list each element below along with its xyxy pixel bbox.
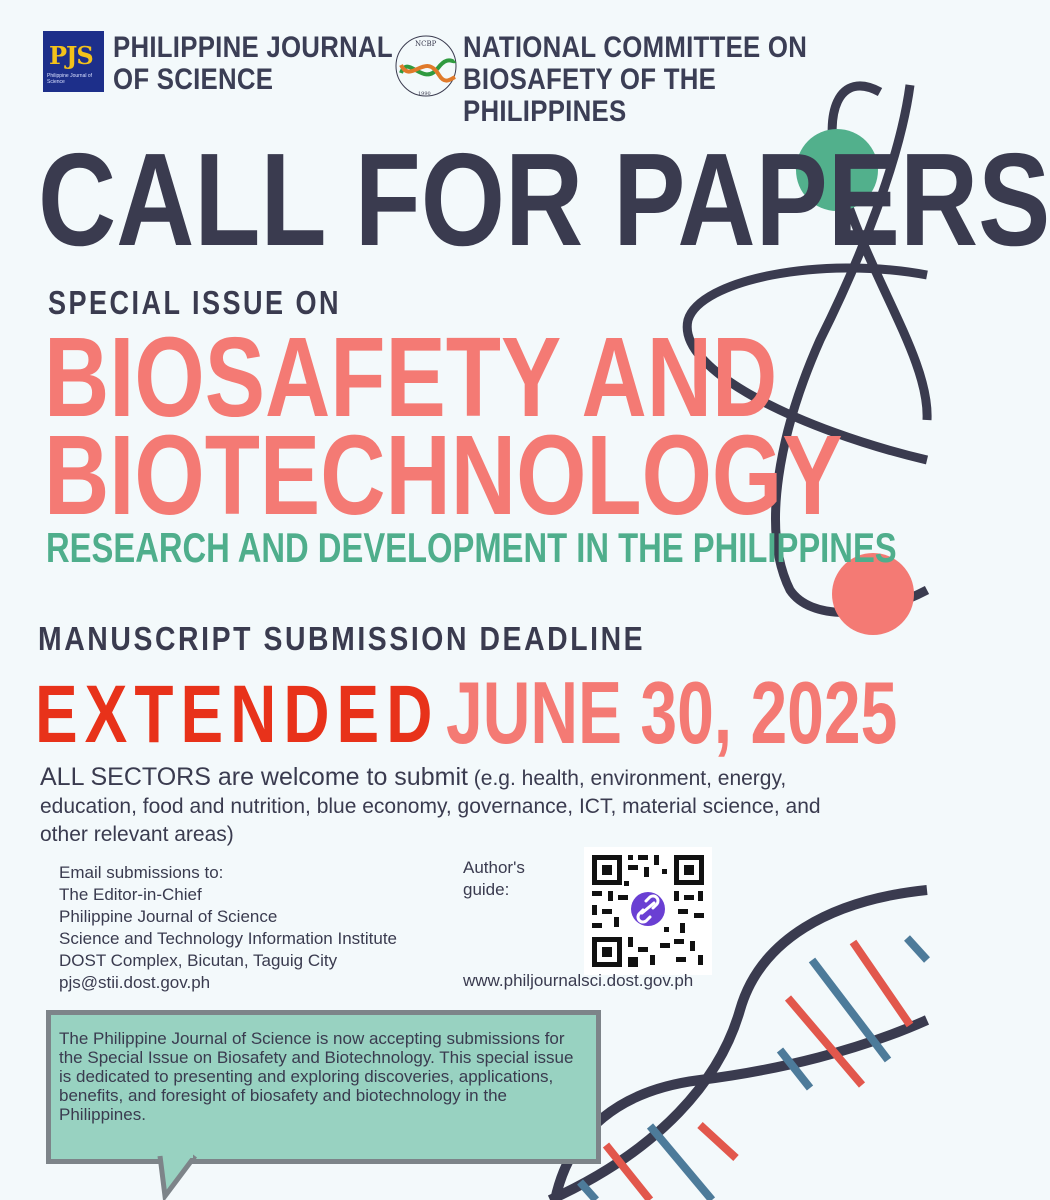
ncbp-logo — [393, 33, 459, 99]
deadline-date: JUNE 30, 2025 — [446, 663, 898, 762]
deadline-label: MANUSCRIPT SUBMISSION DEADLINE — [38, 620, 646, 657]
callout-text: The Philippine Journal of Science is now accepting submissions for the Special Issue on Biosafety and Biotechnology. This special issue is dedicated to presenting and exploring discoveries, applications, benefits, and foresight of biosafety and biotechnology in the Philippines. — [59, 1029, 574, 1124]
sectors-lead: ALL SECTORS are welcome to submit — [40, 763, 468, 791]
pjs-name-line1: PHILIPPINE JOURNAL — [113, 31, 393, 64]
ncbp-name-line2: BIOSAFETY OF THE PHILIPPINES — [463, 63, 717, 128]
ncbp-name-line1: NATIONAL COMMITTEE ON — [463, 31, 808, 64]
submission-line-2: Philippine Journal of Science — [59, 907, 278, 926]
guide-label — [463, 857, 553, 901]
ncbp-logo-year: 1990 — [418, 91, 431, 97]
pjs-logo-text: PJS — [49, 41, 93, 70]
topic-line-1: BIOSAFETY AND — [44, 314, 778, 440]
submission-email[interactable]: pjs@stii.dost.gov.ph — [59, 973, 211, 992]
pjs-name — [113, 32, 393, 96]
submission-line-1: The Editor-in-Chief — [59, 885, 202, 904]
subtopic: RESEARCH AND DEVELOPMENT IN THE PHILIPPINES — [46, 524, 897, 571]
guide-label-line1: Author's — [463, 858, 525, 877]
pjs-logo — [43, 31, 104, 92]
callout-tail — [160, 1156, 200, 1200]
qr-code[interactable] — [584, 847, 712, 975]
guide-url[interactable]: www.philjournalsci.dost.gov.ph — [463, 971, 694, 990]
deadline-status: EXTENDED — [35, 669, 440, 760]
topic-line-2: BIOTECHNOLOGY — [44, 412, 843, 538]
ncbp-name — [463, 32, 862, 128]
submission-address — [59, 862, 397, 994]
submission-intro: Email submissions to: — [59, 863, 224, 882]
submission-line-3: Science and Technology Information Institute — [59, 929, 398, 948]
submission-line-4: DOST Complex, Bicutan, Taguig City — [59, 951, 338, 970]
ncbp-logo-text: NCBP — [415, 40, 437, 48]
pjs-logo-subtext: Philippine Journal of Science — [47, 73, 93, 85]
headline: CALL FOR PAPERS — [38, 126, 1050, 273]
guide-label-line2: guide: — [463, 880, 510, 899]
pjs-name-line2: OF SCIENCE — [113, 63, 274, 96]
sectors-detail: (e.g. health, environment, energy, education, food and nutrition, blue economy, governance, ICT, material science, and other relevant areas) — [40, 767, 821, 846]
special-issue-label: SPECIAL ISSUE ON — [48, 284, 341, 321]
sectors-text — [40, 763, 840, 849]
